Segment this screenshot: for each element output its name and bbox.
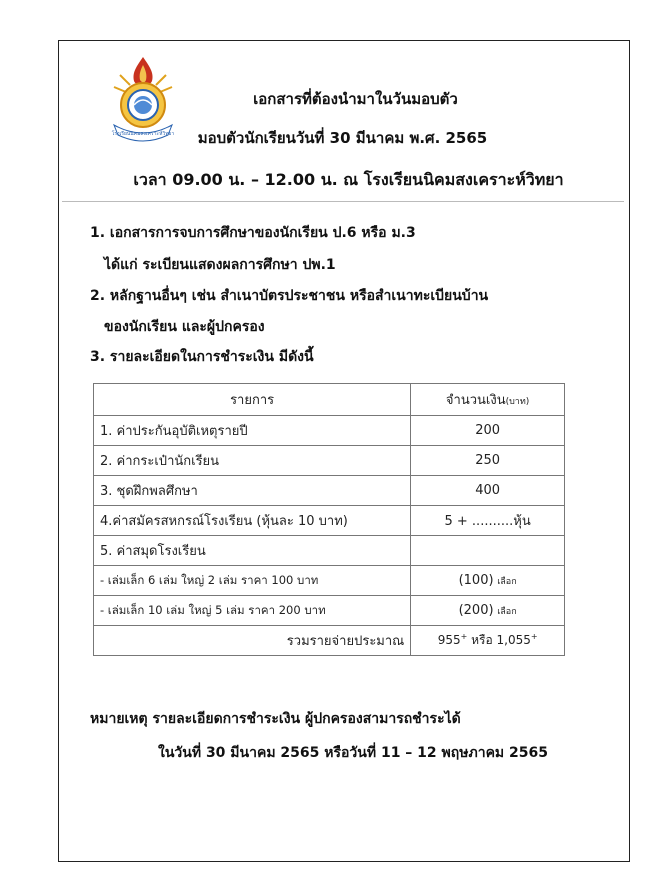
row-amount: 200 bbox=[411, 416, 565, 446]
total-value bbox=[411, 626, 565, 656]
row-amount-value: (100) bbox=[458, 573, 494, 588]
total-value-b: หรือ 1,055 bbox=[467, 633, 531, 647]
total-label: รวมรายจ่ายประมาณ bbox=[94, 626, 411, 656]
row-item: - เล่มเล็ก 6 เล่ม ใหญ่ 2 เล่ม ราคา 100 บาท bbox=[94, 566, 411, 596]
row-item: 5. ค่าสมุดโรงเรียน bbox=[94, 536, 411, 566]
table-row bbox=[94, 536, 565, 566]
table-row bbox=[94, 446, 565, 476]
row-item: 1. ค่าประกันอุบัติเหตุรายปี bbox=[94, 416, 411, 446]
row-amount-value: (200) bbox=[458, 603, 494, 618]
row-amount bbox=[411, 536, 565, 566]
total-plus-a: + bbox=[460, 632, 468, 641]
table-row bbox=[94, 506, 565, 536]
time-location-line: เวลา 09.00 น. – 12.00 น. ณ โรงเรียนนิคมสงเคราะห์วิทยา bbox=[133, 170, 564, 189]
fee-table bbox=[93, 383, 565, 656]
total-value-a: 955 bbox=[437, 633, 461, 647]
total-plus-b: + bbox=[530, 632, 538, 641]
table-header-row bbox=[94, 384, 565, 416]
header-amount-label: จำนวนเงิน bbox=[445, 393, 506, 408]
item-1-line2: ได้แก่ ระเบียนแสดงผลการศึกษา ปพ.1 bbox=[104, 257, 336, 273]
table-row bbox=[94, 566, 565, 596]
row-amount: 400 bbox=[411, 476, 565, 506]
table-row bbox=[94, 596, 565, 626]
header-amount bbox=[411, 384, 565, 416]
item-3-line1: 3. รายละเอียดในการชำระเงิน มีดังนี้ bbox=[90, 349, 314, 365]
table-total-row bbox=[94, 626, 565, 656]
logo-text: โรงเรียนนิคมสงเคราะห์วิทยา bbox=[111, 131, 175, 137]
row-item: - เล่มเล็ก 10 เล่ม ใหญ่ 5 เล่ม ราคา 200 บาท bbox=[94, 596, 411, 626]
row-item: 4.ค่าสมัครสหกรณ์โรงเรียน (หุ้นละ 10 บาท) bbox=[94, 506, 411, 536]
item-1-line1: 1. เอกสารการจบการศึกษาของนักเรียน ป.6 หรือ ม.3 bbox=[90, 225, 416, 241]
row-amount-choose: เลือก bbox=[497, 607, 517, 617]
document-subtitle: มอบตัวนักเรียนวันที่ 30 มีนาคม พ.ศ. 2565 bbox=[197, 129, 488, 147]
item-2-line2: ของนักเรียน และผู้ปกครอง bbox=[104, 319, 265, 335]
note-line1: หมายเหตุ รายละเอียดการชำระเงิน ผู้ปกครองสามารถชำระได้ bbox=[90, 711, 461, 727]
note-line2: ในวันที่ 30 มีนาคม 2565 หรือวันที่ 11 – 12 พฤษภาคม 2565 bbox=[158, 745, 548, 761]
row-amount: 250 bbox=[411, 446, 565, 476]
header-divider bbox=[62, 201, 624, 202]
table-row bbox=[94, 416, 565, 446]
item-2-line1: 2. หลักฐานอื่นๆ เช่น สำเนาบัตรประชาชน หรือสำเนาทะเบียนบ้าน bbox=[90, 288, 489, 304]
header-amount-unit: (บาท) bbox=[505, 397, 530, 407]
row-amount: 5 + ..........หุ้น bbox=[411, 506, 565, 536]
header-item: รายการ bbox=[94, 384, 411, 416]
table-row bbox=[94, 476, 565, 506]
row-amount-choose: เลือก bbox=[497, 577, 517, 587]
row-amount bbox=[411, 596, 565, 626]
row-item: 2. ค่ากระเป๋านักเรียน bbox=[94, 446, 411, 476]
document-title: เอกสารที่ต้องนำมาในวันมอบตัว bbox=[253, 90, 458, 108]
row-amount bbox=[411, 566, 565, 596]
row-item: 3. ชุดฝึกพลศึกษา bbox=[94, 476, 411, 506]
